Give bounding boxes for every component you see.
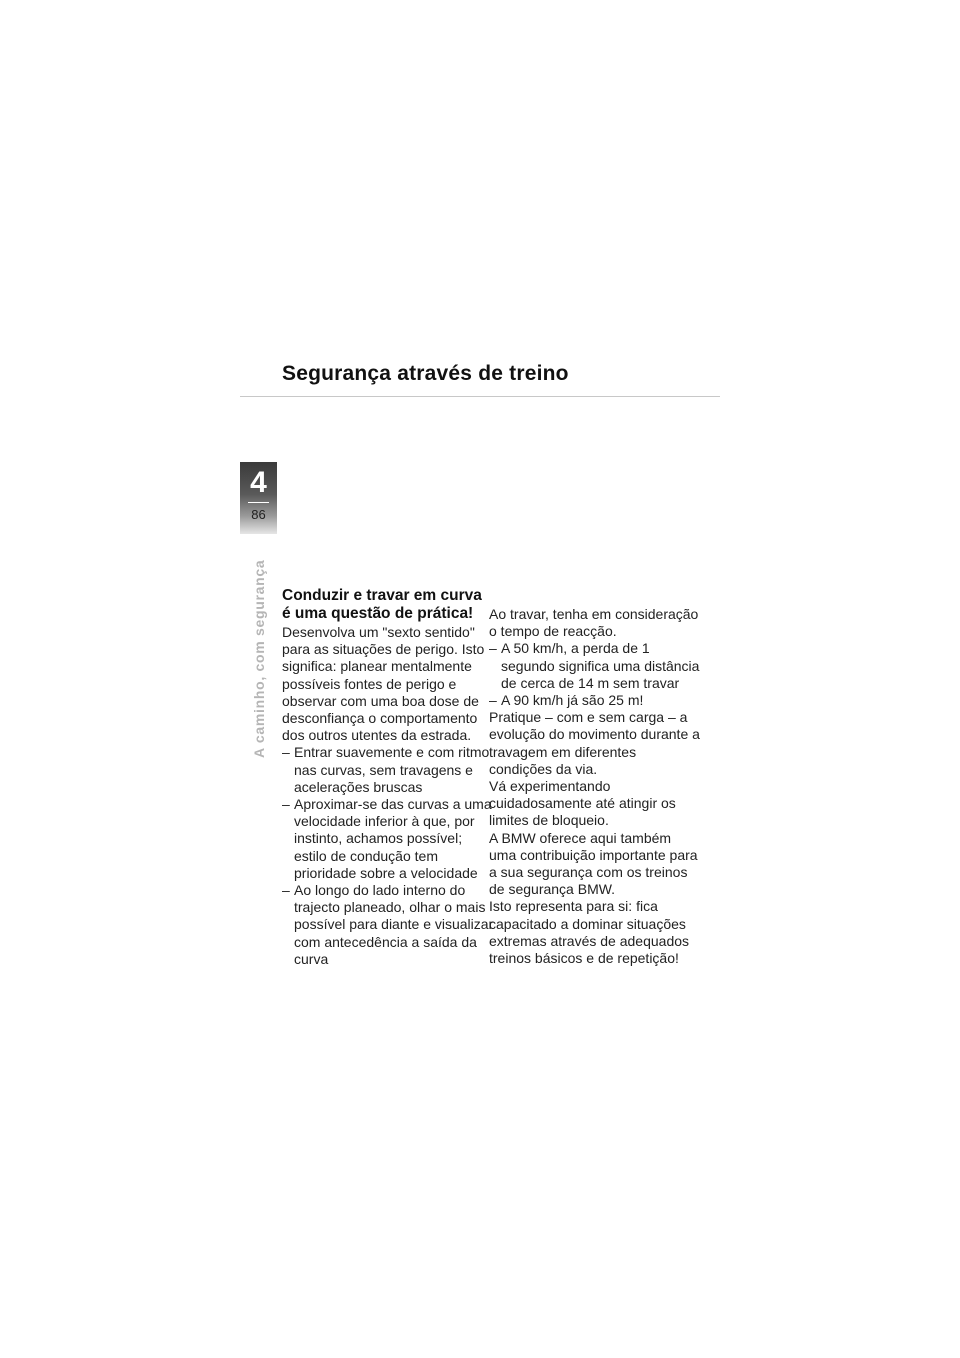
title-divider [240,396,720,397]
chapter-tab [240,462,277,534]
list-item [282,796,494,882]
list-dash: – [282,882,290,899]
braking-intro-paragraph: Ao travar, tenha em consideração o tempo de reacção. [489,606,699,640]
benefit-paragraph: Isto representa para si: fica capacitado a dominar situações extremas através de adequados treinos básicos e de repetição! [489,898,690,967]
list-item-text: A 90 km/h já são 25 m! [501,692,644,709]
list-item [489,692,701,709]
list-item-text: A 50 km/h, a perda de 1 segundo significa uma distância de cerca de 14 m sem travar [501,640,700,691]
side-chapter-label: A caminho, com segurança [251,559,267,758]
page-number: 86 [251,507,266,522]
practice-paragraph: Pratique – com e sem carga – a evolução do movimento durante a travagem em diferentes condições da via. [489,709,700,777]
left-column [282,587,494,968]
chapter-divider [248,502,269,503]
page-title: Segurança através de treino [282,362,569,385]
list-dash: – [489,640,497,657]
chapter-number: 4 [250,466,267,499]
list-item [489,640,701,692]
list-item-text: Aproximar-se das curvas a uma velocidade inferior à que, por instinto, achamos possível; estilo de condução tem prioridade sobre a velocidade [294,796,492,881]
limits-paragraph: Vá experimentando cuidadosamente até atingir os limites de bloqueio. [489,778,676,829]
section-heading: Conduzir e travar em curva é uma questão de prática! [282,587,482,622]
list-dash: – [489,692,497,709]
list-item [282,882,494,968]
bmw-training-paragraph: A BMW oferece aqui também uma contribuição importante para a sua segurança com os treinos de segurança BMW. [489,829,698,898]
right-column [489,606,701,967]
list-dash: – [282,744,290,761]
list-dash: – [282,796,290,813]
list-item [282,744,494,796]
intro-paragraph: Desenvolva um "sexto sentido" para as situações de perigo. Isto significa: planear mentalmente possíveis fontes de perigo e observar com uma boa dose de desconfiança o comportamento dos outros utentes da estrada. [282,624,485,744]
cornering-list [282,744,494,968]
braking-list [489,640,701,709]
list-item-text: Ao longo do lado interno do trajecto planeado, olhar o mais possível para diante e visualizar com antecedência a saída da curva [294,882,494,967]
list-item-text: Entrar suavemente e com ritmo nas curvas, sem travagens e acelerações bruscas [294,744,490,795]
